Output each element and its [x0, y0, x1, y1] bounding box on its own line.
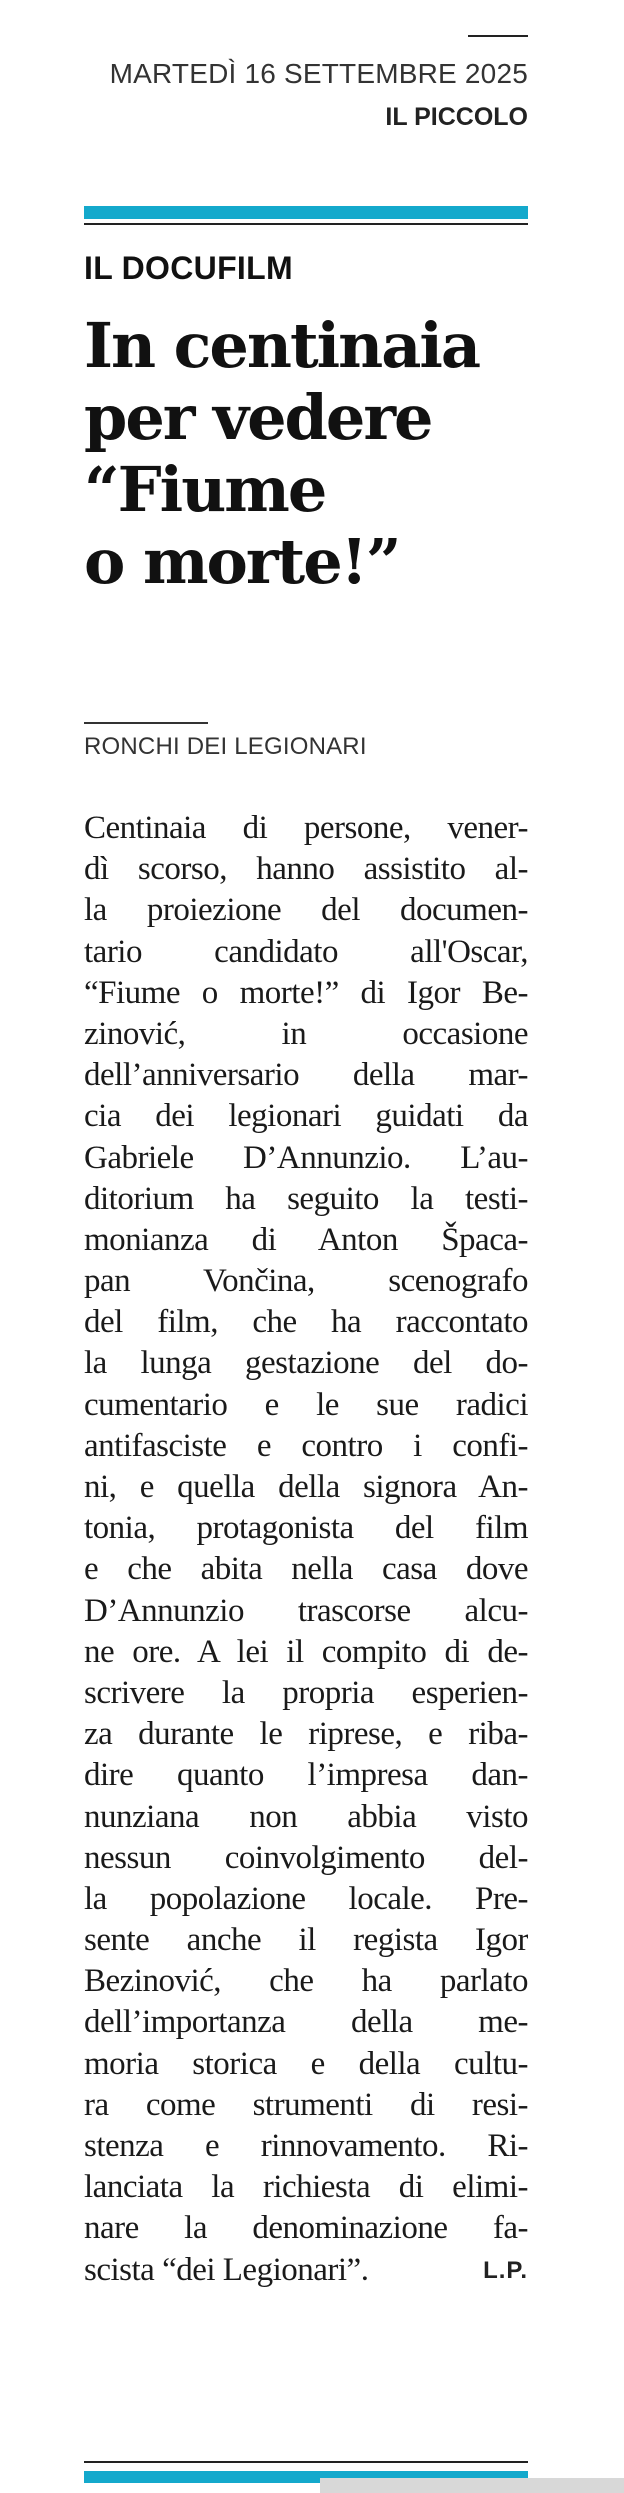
body-line: antifasciste e contro i confi-	[84, 1427, 528, 1464]
headline	[84, 310, 544, 598]
body-line-text: scista “dei Legionari”.	[84, 2251, 369, 2288]
body-line: cumentario e le sue radici	[84, 1386, 528, 1423]
body-line: la popolazione locale. Pre-	[84, 1880, 528, 1917]
body-line: ne ore. A lei il compito di de-	[84, 1633, 528, 1670]
headline-line: In centinaia	[84, 309, 480, 382]
body-line: stenza e rinnovamento. Ri-	[84, 2128, 528, 2164]
body-line: dell’importanza della me-	[84, 2004, 528, 2041]
body-line: Bezinović, che ha parlato	[84, 1963, 528, 2000]
body-line: e che abita nella casa dove	[84, 1551, 528, 1588]
author-signature: L.P.	[483, 2256, 528, 2284]
headline-line: per vedere	[84, 381, 432, 454]
body-line: ra come strumenti di resi-	[84, 2086, 528, 2123]
body-line: moria storica e della cultu-	[84, 2045, 528, 2082]
body-line: pan Vončina, scenografo	[84, 1263, 528, 1300]
body-line: D’Annunzio trascorse alcu-	[84, 1592, 528, 1629]
body-line: del film, che ha raccontato	[84, 1304, 528, 1341]
headline-line: “Fiume	[84, 453, 326, 526]
body-line: dì scorso, hanno assistito al-	[84, 851, 528, 888]
issue-date: MARTEDÌ 16 SETTEMBRE 2025	[109, 58, 528, 89]
body-line: tonia, protagonista del film	[84, 1510, 528, 1547]
body-line: monianza di Anton Špaca-	[84, 1221, 528, 1258]
newspaper-name: IL PICCOLO	[385, 103, 528, 131]
body-line: ni, e quella della signora An-	[84, 1469, 528, 1505]
body-line: ditorium ha seguito la testi-	[84, 1180, 528, 1217]
body-line: nunziana non abbia visto	[84, 1798, 528, 1835]
body-line: zinović, in occasione	[84, 1015, 528, 1052]
body-line: sente anche il regista Igor	[84, 1922, 528, 1959]
body-line: dire quanto l’impresa dan-	[84, 1757, 528, 1794]
body-line: za durante le riprese, e riba-	[84, 1716, 528, 1753]
divider-bottom	[84, 2461, 528, 2463]
dateline-location: RONCHI DEI LEGIONARI	[84, 733, 367, 760]
location-rule	[84, 722, 208, 724]
divider-top	[84, 223, 528, 225]
body-line	[84, 2250, 528, 2291]
top-rule	[468, 35, 528, 37]
body-line: la lunga gestazione del do-	[84, 1345, 528, 1382]
body-line: cia dei legionari guidati da	[84, 1098, 528, 1135]
body-line: lanciata la richiesta di elimi-	[84, 2169, 528, 2206]
body-line: tario candidato all'Oscar,	[84, 933, 528, 970]
body-line: la proiezione del documen-	[84, 892, 528, 929]
body-line: nare la denominazione fa-	[84, 2210, 528, 2247]
body-line: dell’anniversario della mar-	[84, 1057, 528, 1094]
article-body	[84, 808, 528, 2291]
accent-bar-top	[84, 206, 528, 219]
page-edge-shade	[320, 2478, 624, 2493]
section-kicker: IL DOCUFILM	[84, 250, 293, 286]
body-line: scrivere la propria esperien-	[84, 1674, 528, 1711]
body-line: Centinaia di persone, vener-	[84, 810, 528, 846]
body-line: “Fiume o morte!” di Igor Be-	[84, 974, 528, 1011]
body-line: nessun coinvolgimento del-	[84, 1839, 528, 1876]
headline-line: o morte!”	[84, 525, 400, 598]
body-line: Gabriele D’Annunzio. L’au-	[84, 1139, 528, 1176]
